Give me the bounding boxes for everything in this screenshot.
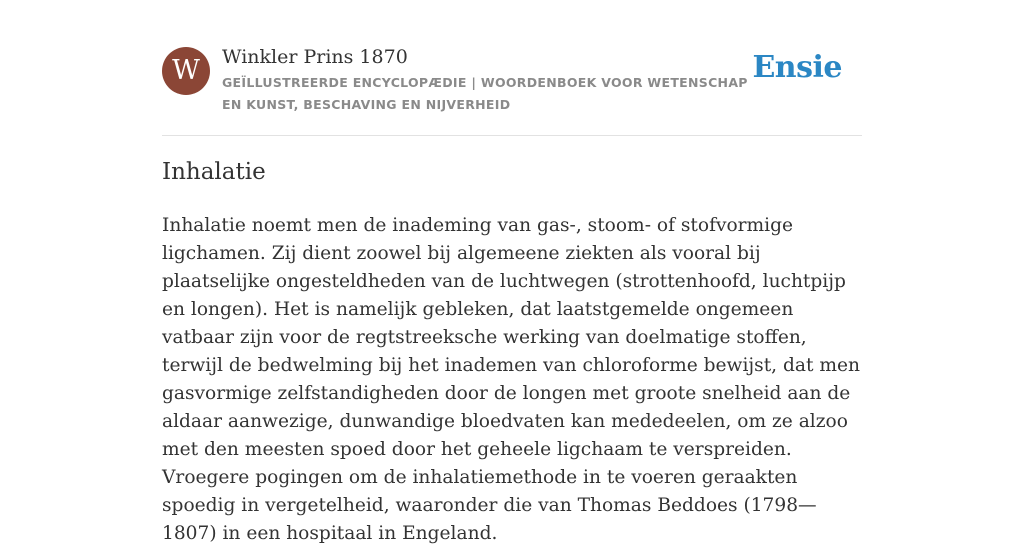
- article-body: Inhalatie noemt men de inademing van gas-, stoom- of stofvormige ligchamen. Zij dient zoowel bij algemeene ziekten als vooral bij plaatselijke ongesteldheden van de luchtwegen (strottenhoofd, luchtpijp en longen). Het is namelijk gebleken, dat laatstgemelde ongemeen vatbaar zijn voor de regtstreeksche werking van doelmatige stoffen, terwijl de bedwelming bij het inademen van chloroforme bewijst, dat men gasvormige zelfstandigheden door de longen met groote snelheid aan de aldaar aanwezige, dunwandige bloedvaten kan mededeelen, om ze alzoo met den meesten spoed door het geheele ligchaam te verspreiden. Vroegere pogingen om de inhalatiemethode in te voeren geraakten spoedig in vergetelheid, waaronder die van Thomas Beddoes (1798—1807) in een hospitaal in Engeland.: [162, 215, 860, 544]
- header-divider: [162, 135, 862, 136]
- article-headword: Inhalatie: [162, 159, 266, 185]
- ensie-logo[interactable]: Ensie: [752, 50, 842, 85]
- source-subtitle: GEÏLLUSTREERDE ENCYCLOPÆDIE | WOORDENBOEK VOOR WETENSCHAP EN KUNST, BESCHAVING EN NIJVERHEID: [222, 75, 748, 112]
- source-header: [162, 46, 862, 136]
- source-avatar: W: [162, 47, 210, 95]
- source-title[interactable]: Winkler Prins 1870: [222, 46, 408, 68]
